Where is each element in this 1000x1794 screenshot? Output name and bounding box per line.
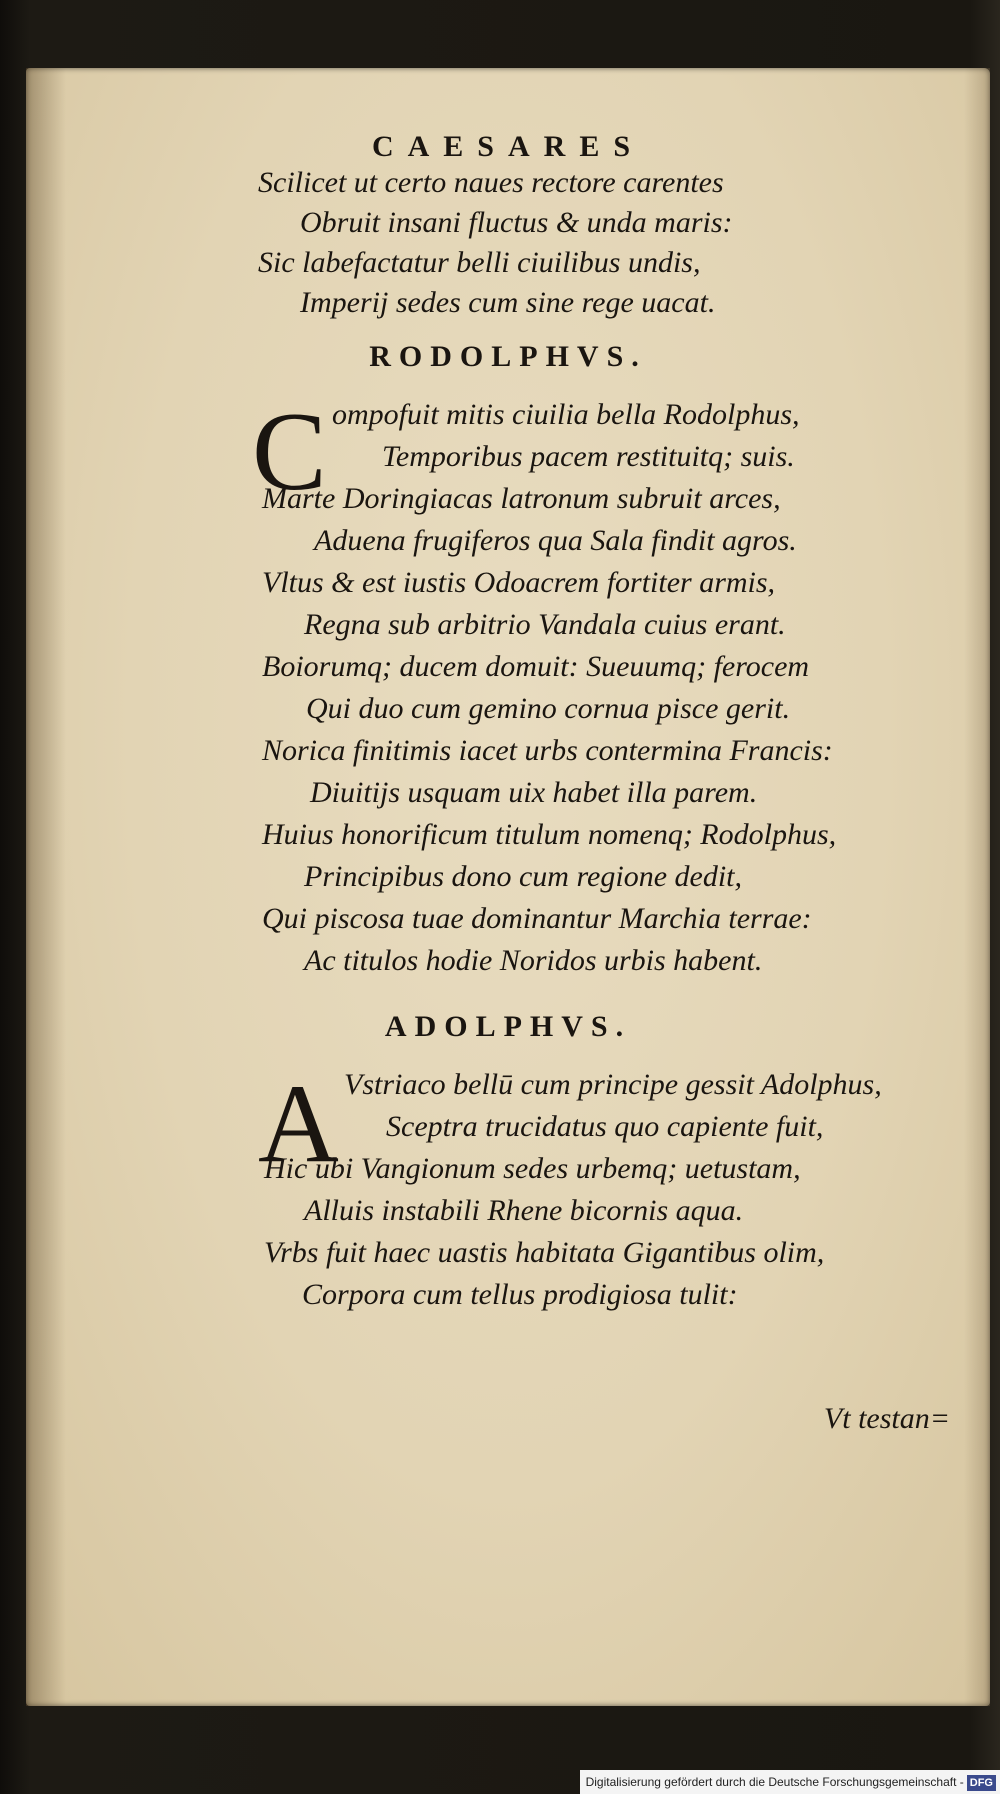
drop-cap: A bbox=[258, 1062, 339, 1186]
verse-line: Corpora cum tellus prodigiosa tulit: bbox=[302, 1278, 738, 1311]
verse-line: Obruit insani fluctus & unda maris: bbox=[300, 206, 733, 239]
verse-line: ompofuit mitis ciuilia bella Rodolphus, bbox=[332, 398, 800, 431]
verse-line: Vltus & est iustis Odoacrem fortiter armis, bbox=[262, 566, 776, 599]
verse-line: Ac titulos hodie Noridos urbis habent. bbox=[304, 944, 763, 977]
book-page bbox=[26, 68, 990, 1706]
verse-line: Regna sub arbitrio Vandala cuius erant. bbox=[304, 608, 786, 641]
verse-line: Temporibus pacem restituitq; suis. bbox=[382, 440, 795, 473]
verse-line: Imperij sedes cum sine rege uacat. bbox=[300, 286, 716, 319]
verse-line: Scilicet ut certo naues rectore carentes bbox=[258, 166, 724, 199]
verse-line: Sic labefactatur belli ciuilibus undis, bbox=[258, 246, 701, 279]
catchword: Vt testan= bbox=[823, 1402, 950, 1435]
section-heading: ADOLPHVS. bbox=[384, 1010, 632, 1043]
verse-line: Sceptra trucidatus quo capiente fuit, bbox=[386, 1110, 824, 1143]
digitization-credit bbox=[580, 1770, 1000, 1794]
dfg-logo: DFG bbox=[967, 1775, 996, 1791]
verse-line: Norica finitimis iacet urbs contermina Francis: bbox=[262, 734, 833, 767]
verse-line: Vstriaco bellū cum principe gessit Adolphus, bbox=[344, 1068, 882, 1101]
verse-line: Aduena frugiferos qua Sala findit agros. bbox=[314, 524, 797, 557]
verse-line: Qui duo cum gemino cornua pisce gerit. bbox=[306, 692, 791, 725]
credit-text: Digitalisierung gefördert durch die Deutsche Forschungsgemeinschaft - bbox=[585, 1775, 964, 1789]
verse-line: Principibus dono cum regione dedit, bbox=[304, 860, 742, 893]
verse-line: Huius honorificum titulum nomenq; Rodolphus, bbox=[262, 818, 837, 851]
page-edge-shadow bbox=[964, 68, 990, 1706]
verse-line: Boiorumq; ducem domuit: Sueuumq; ferocem bbox=[262, 650, 810, 683]
verse-line: Hic ubi Vangionum sedes urbemq; uetustam, bbox=[264, 1152, 801, 1185]
verse-line: Qui piscosa tuae dominantur Marchia terrae: bbox=[262, 902, 812, 935]
drop-cap: C bbox=[252, 390, 327, 514]
verse-line: Alluis instabili Rhene bicornis aqua. bbox=[304, 1194, 744, 1227]
section-heading: RODOLPHVS. bbox=[369, 340, 647, 373]
verse-line: Marte Doringiacas latronum subruit arces, bbox=[262, 482, 781, 515]
verse-line: Diuitijs usquam uix habet illa parem. bbox=[310, 776, 758, 809]
running-head: CAESARES bbox=[371, 130, 645, 163]
page-gutter-shadow bbox=[26, 68, 66, 1706]
verse-line: Vrbs fuit haec uastis habitata Gigantibus olim, bbox=[264, 1236, 825, 1269]
